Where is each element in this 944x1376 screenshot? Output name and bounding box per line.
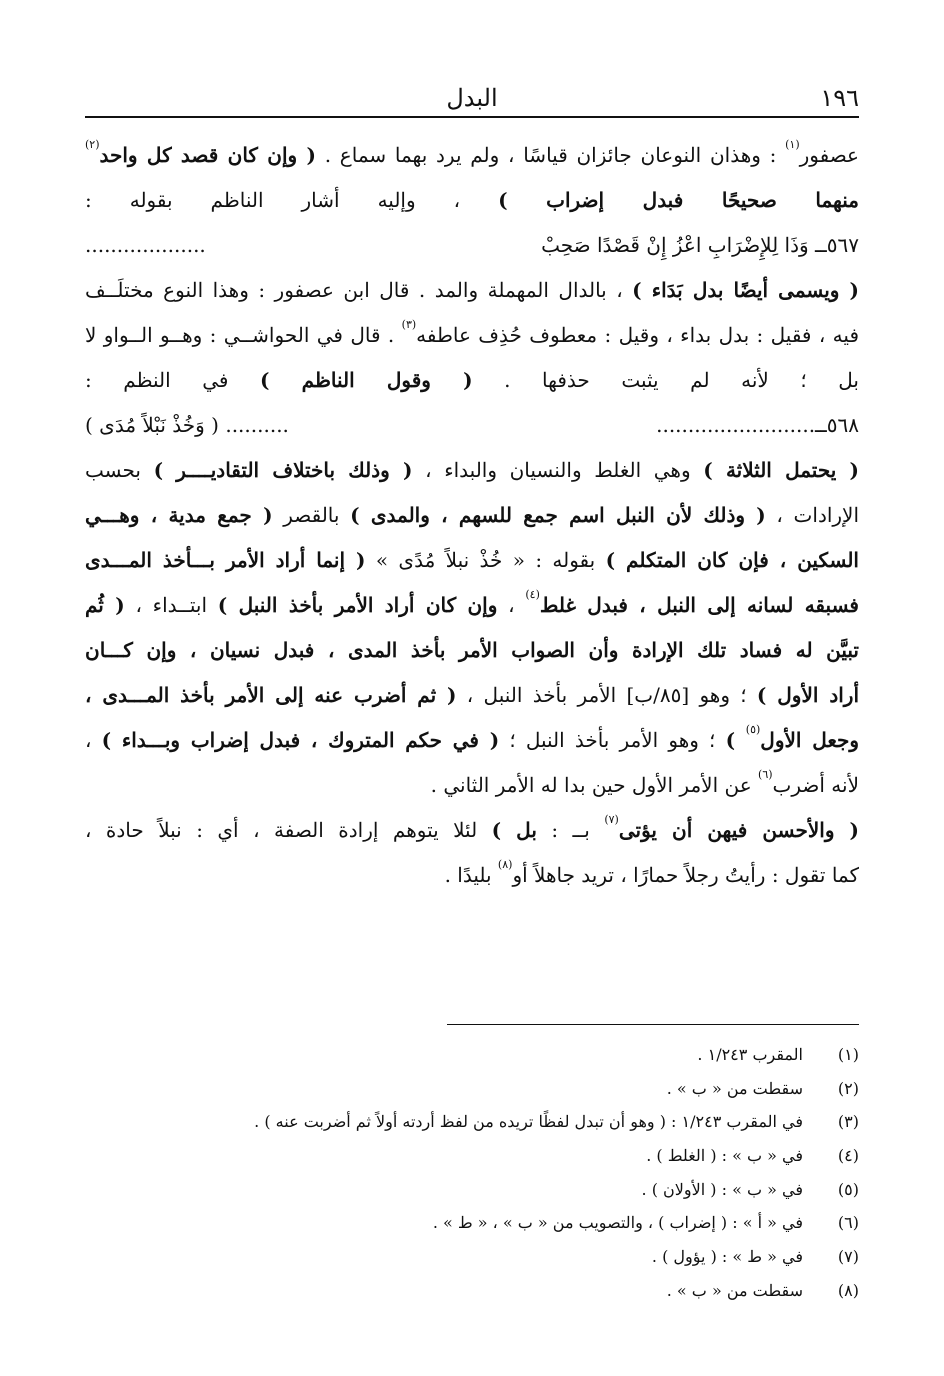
bold-text: وإن كان أراد الأمر بأخذ النبل ) [217,593,498,617]
bold-text: السكين ، فإن كان المتكلم ) [605,548,859,572]
bold-text: ( وإن كان قصد كل واحد [99,143,316,167]
text-span: ، [497,593,526,617]
footnote-number: ( ٧ ) [817,1240,859,1274]
footnote-separator [447,1024,859,1025]
verse-line [85,403,859,448]
page-number: ١٩٦ [820,84,859,112]
footnote-text: في « ط » : ( يؤول ) . [651,1247,803,1267]
text-span: بقوله : « خُذْ نبلاً مُدًى » [365,548,606,572]
footnote [120,1139,859,1173]
text-span: ، بالدال المهملة والمد . قال ابن عصفور : وهذا النوع مختلَــف [85,278,633,302]
main-text [85,133,859,898]
footnote-text: في « ب » : ( الأولان ) . [641,1179,803,1199]
footnote-marker: (١) [785,138,800,151]
text-span: لأنه أضرب [772,773,859,797]
footnote-marker: (٦) [758,768,773,781]
bold-text: تبيَّن له فساد تلك الإرادة وأن الصواب الأمر بأخذ المدى ، فبدل نسيان ، وإن كـــان [85,638,859,662]
text-line [85,178,859,223]
text-line [85,583,859,628]
footnote-marker: (٢) [85,138,100,151]
footnote-number: ( ٢ ) [817,1072,859,1106]
text-line [85,853,859,898]
bold-text: ( والأحسن فيهن أن يؤتى [618,818,859,842]
bold-text: ( ثم أضرب عنه إلى الأمر بأخذ المـــدى ، [85,683,457,707]
bold-text: ( وقول الناظم ) [260,368,473,392]
footnote-marker: (٧) [604,813,619,826]
bold-text: ( جمع مدية ، وهـــي [85,503,273,527]
text-span: لئلا يتوهم إرادة الصفة ، أي : نبلاً حادة ، [85,818,492,842]
footnote-text: سقطت من « ب » . [666,1078,803,1098]
text-span: عصفور [799,143,859,167]
footnote [120,1105,859,1139]
bold-text: ( وذلك لأن النبل اسم جمع للسهم ، والمدى ) [350,503,766,527]
text-line [85,313,859,358]
footnote-number: ( ٦ ) [817,1206,859,1240]
text-span: ؛ وهو الأمر بأخذ النبل ؛ [499,728,726,752]
text-line [85,538,859,583]
text-span: ؛ وهو [٨٥/ب] الأمر بأخذ النبل ، [456,683,757,707]
footnote-text: في « أ » : ( إضراب ) ، والتصويب من « ب » ، « ط » . [432,1213,803,1233]
verse-second-hemistich: ( وَخُذْ نَبْلاً مُدَى ) .......... [85,413,289,437]
footnote [120,1072,859,1106]
text-line [85,358,859,403]
bold-text: ( ويسمى أيضًا بدل بَدَاء ) [632,278,859,302]
text-span: في النظم : [85,368,261,392]
text-line [85,268,859,313]
verse-line [85,223,859,268]
footnote-marker: (٨) [497,858,513,871]
bold-text: ( ثُم [85,593,125,617]
text-span: بل ؛ لأنه لم يثبت حذفها . [472,368,859,392]
footnote-number: ( ١ ) [817,1038,859,1072]
footnote [120,1038,859,1072]
verse-first-hemistich: ٥٦٨ــ......................... [656,413,859,437]
text-line [85,718,859,763]
bold-text: منهما صحيحًا فبدل إضراب ) [498,188,859,212]
text-span: وهي الغلط والنسيان والبداء ، [412,458,704,482]
text-span: الإرادات ، [765,503,859,527]
bold-text: ( يحتمل الثلاثة ) [703,458,859,482]
text-line [85,448,859,493]
footnote [120,1240,859,1274]
text-span: : وهذان النوعان جائزان قياسًا ، ولم يرد بهما سماع . [315,143,786,167]
text-line [85,763,859,808]
header-rule [85,116,859,118]
text-line [85,133,859,178]
bold-text: وجعل الأول [760,728,859,752]
bold-text: أراد الأول ) [756,683,859,707]
text-line [85,808,859,853]
footnote [120,1206,859,1240]
text-span: كما تقول : رأيتُ رجلاً حمارًا ، تريد جاهلاً أو [512,863,859,887]
text-line [85,493,859,538]
text-span: ، [85,728,102,752]
text-line [85,628,859,673]
footnote-marker: (٥) [745,723,761,736]
text-span: بليدًا . [444,863,498,887]
bold-text: ( وذلك باختلاف التقاديــــر ) [153,458,413,482]
bold-text: ( إنما أراد الأمر بـــأخذ المـــدى [85,548,366,572]
footnote-text: المقرب ١/٢٤٣ . [697,1045,803,1064]
text-span: بــ : [536,818,605,842]
bold-text: بل ) [491,818,537,842]
text-span: بالقصر [272,503,351,527]
footnote-text: في المقرب ١/٢٤٣ : ( وهو أن تبدل لفظًا تريده من لفظ أردته أولاً ثم أضربت عنه ) . [254,1112,803,1132]
bold-text: ( في حكم المتروك ، فبدل إضراب وبـــداء ) [101,728,500,752]
footnote-number: ( ٨ ) [817,1274,859,1308]
text-span: . قال في الحواشــي : وهــو الــواو لا [85,323,402,347]
running-title: البدل [446,84,498,112]
text-span: فيه ، فقيل : بدل بداء ، وقيل : معطوف حُذِف عاطفه [416,323,859,347]
text-span: عن الأمر الأول حين بدا له الأمر الثاني . [430,773,759,797]
verse-second-hemistich: ................... [85,233,206,257]
footnote-number: ( ٤ ) [817,1139,859,1173]
verse-first-hemistich: ٥٦٧ــ وَذَا لِلإِضْرَابِ اعْزُ إِنْ قَصْدًا صَحِبْ [541,233,859,257]
bold-text: ) [725,728,746,752]
text-span: ابتــداء ، [124,593,218,617]
footnote-number: ( ٥ ) [817,1173,859,1207]
footnote-number: ( ٣ ) [817,1105,859,1139]
footnote-text: سقطت من « ب » . [666,1280,803,1300]
text-line [85,673,859,718]
footnote [120,1274,859,1308]
footnote [120,1173,859,1207]
footnote-marker: (٣) [401,318,417,331]
footnote-text: في « ب » : ( الغلط ) . [646,1146,803,1166]
footnote-marker: (٤) [525,588,540,601]
page-header [85,84,859,114]
bold-text: فسبقه لسانه إلى النبل ، فبدل غلط [539,593,859,617]
text-span: ، وإليه أشار الناظم بقوله : [85,188,499,212]
text-span: بحسب [85,458,154,482]
footnotes [120,1038,859,1308]
